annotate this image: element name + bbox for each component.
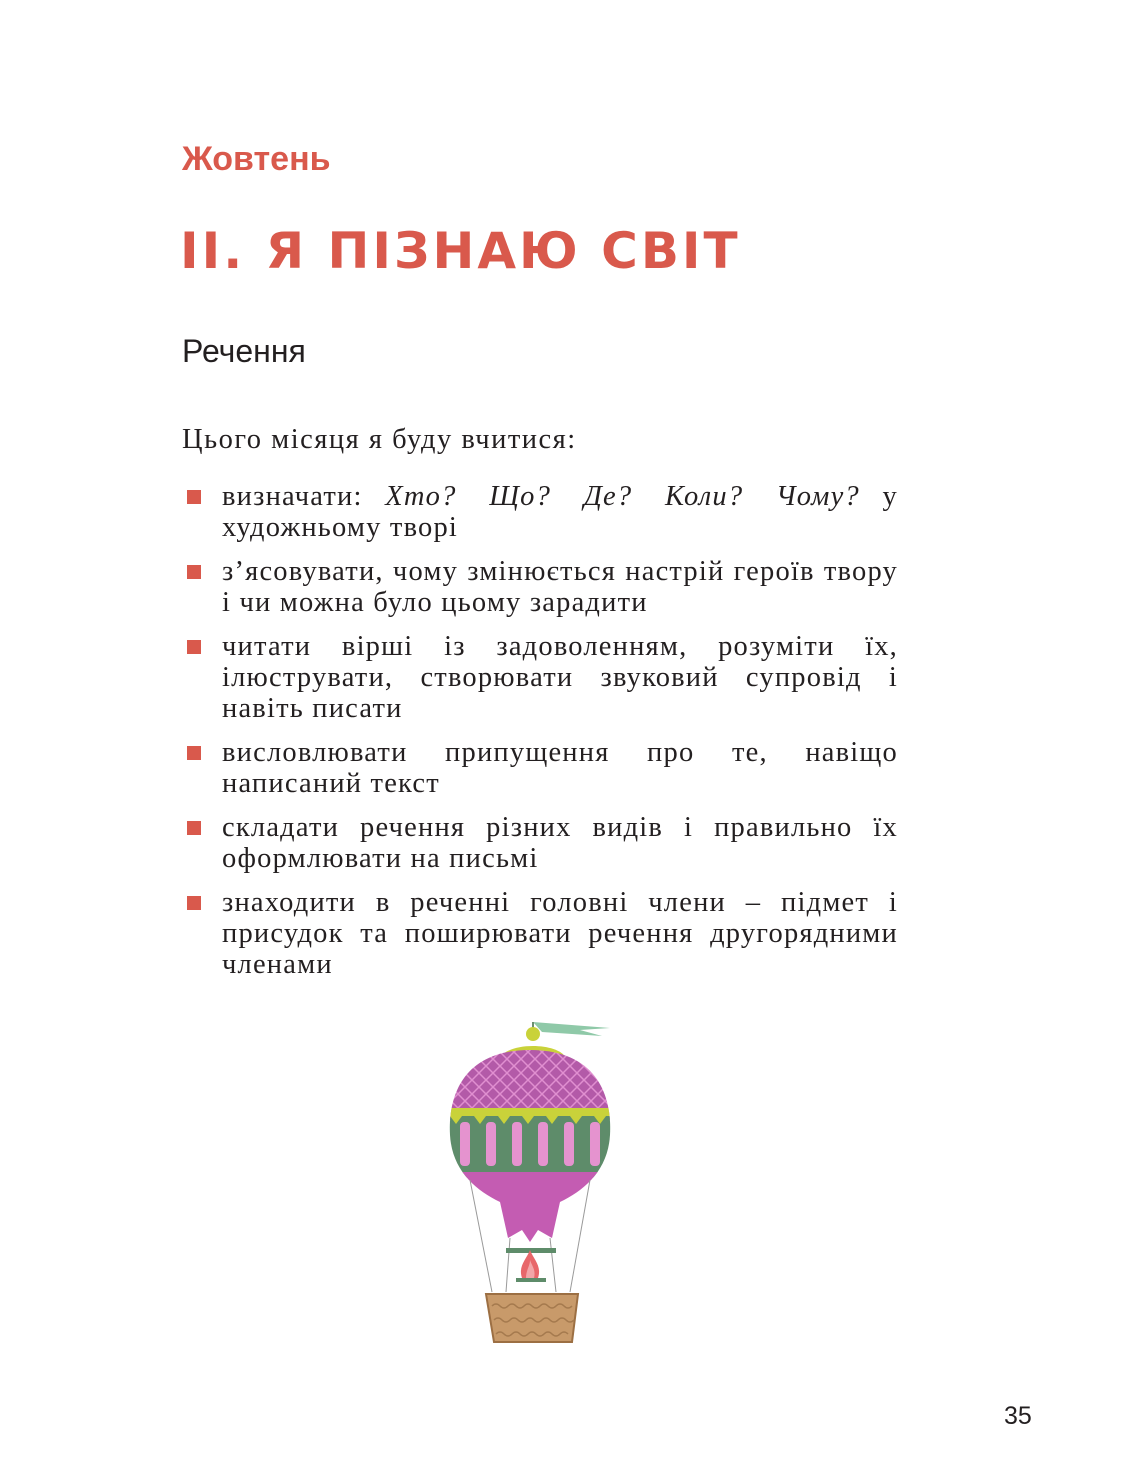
list-item <box>182 556 898 618</box>
intro-text: Цього місяця я буду вчитися: <box>182 424 577 455</box>
square-bullet-icon <box>187 746 201 760</box>
list-item <box>182 812 898 874</box>
square-bullet-icon <box>187 896 201 910</box>
goal-lead: визначати: <box>222 481 386 512</box>
goal-text: складати речення різних видів і правильно їх оформлювати на письмі <box>222 812 898 874</box>
section-title: ІІ. Я ПІЗНАЮ СВІТ <box>180 222 741 280</box>
goal-text: читати вірші із задоволенням, розуміти їх, ілюструвати, створювати звуковий супровід і навіть писати <box>222 631 898 724</box>
list-item <box>182 631 898 724</box>
goals-list <box>182 481 898 993</box>
goal-text: висловлювати припущення про те, навіщо написаний текст <box>222 737 898 799</box>
square-bullet-icon <box>187 821 201 835</box>
goal-text: з’ясовувати, чому змінюється настрій героїв твору і чи можна було цьому зарадити <box>222 556 898 618</box>
square-bullet-icon <box>187 565 201 579</box>
list-item <box>182 737 898 799</box>
page-number: 35 <box>1004 1402 1032 1430</box>
hot-air-balloon-icon <box>430 1010 630 1350</box>
month-label: Жовтень <box>182 140 331 178</box>
goal-questions: Хто? Що? Де? Коли? Чому? <box>385 481 860 512</box>
list-item <box>182 481 898 543</box>
square-bullet-icon <box>187 640 201 654</box>
list-item <box>182 887 898 980</box>
square-bullet-icon <box>187 490 201 504</box>
goal-text: знаходити в реченні головні члени – підмет і присудок та поширювати речення другорядними членами <box>222 887 898 980</box>
topic-title: Речення <box>182 333 306 369</box>
goal-tail: у художньому творі <box>222 481 898 543</box>
